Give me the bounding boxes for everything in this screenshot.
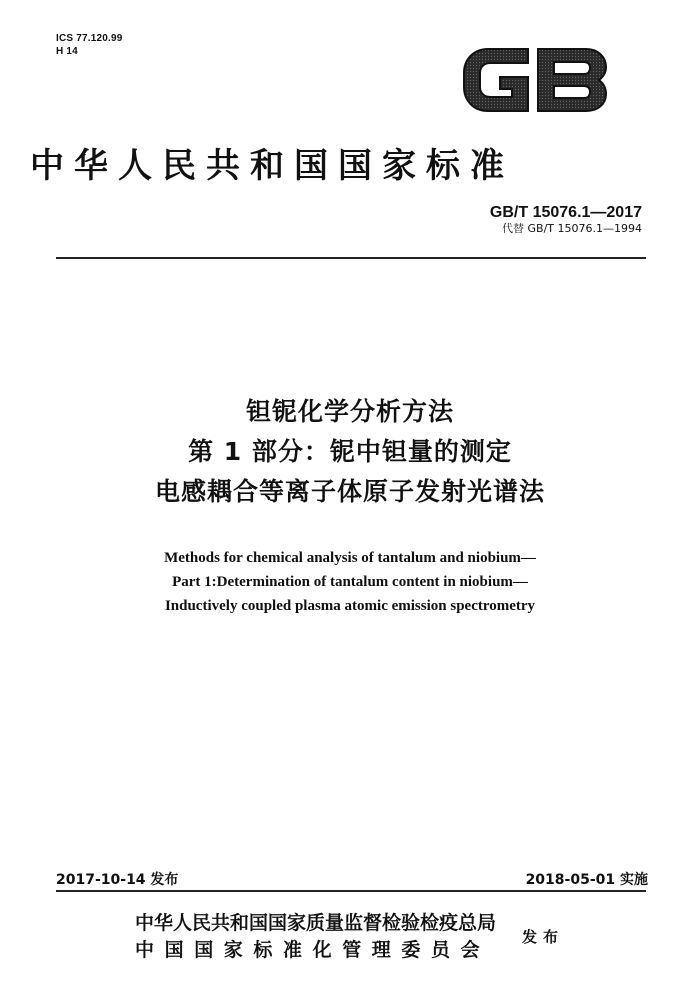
standard-code: GB/T 15076.1—2017 [489, 204, 642, 221]
ccs-code: H 14 [56, 46, 78, 57]
issuing-authorities [135, 910, 496, 964]
english-title [0, 546, 700, 618]
gb-logo-icon [460, 43, 610, 117]
classification-codes [56, 32, 123, 58]
english-title-line-1: Methods for chemical analysis of tantalum and niobium— [164, 550, 536, 566]
publish-label: 发布 [522, 928, 565, 946]
replaces-code: 代替 GB/T 15076.1—1994 [502, 222, 642, 235]
chinese-title-line-1: 钽铌化学分析方法 [245, 397, 454, 426]
chinese-title-line-3: 电感耦合等离子体原子发射光谱法 [154, 477, 545, 506]
standard-number-block [490, 203, 642, 236]
english-title-line-3: Inductively coupled plasma atomic emission spectrometry [164, 598, 536, 614]
chinese-title-line-2: 第 1 部分：铌中钽量的测定 [188, 437, 512, 466]
organization-title: 中华人民共和国国家标准 [30, 146, 514, 186]
footer-divider [56, 890, 646, 892]
english-title-line-2: Part 1:Determination of tantalum content in niobium— [172, 574, 528, 590]
issuer-line-2: 中国国家标准化管理委员会 [135, 939, 491, 961]
issuer-line-1: 中华人民共和国国家质量监督检验检疫总局 [135, 912, 497, 934]
implementation-date: 2018-05-01 实施 [525, 872, 648, 888]
header-divider [56, 257, 646, 259]
issue-date: 2017-10-14 发布 [56, 872, 179, 888]
ics-code: ICS 77.120.99 [56, 33, 123, 44]
chinese-title [0, 392, 700, 512]
